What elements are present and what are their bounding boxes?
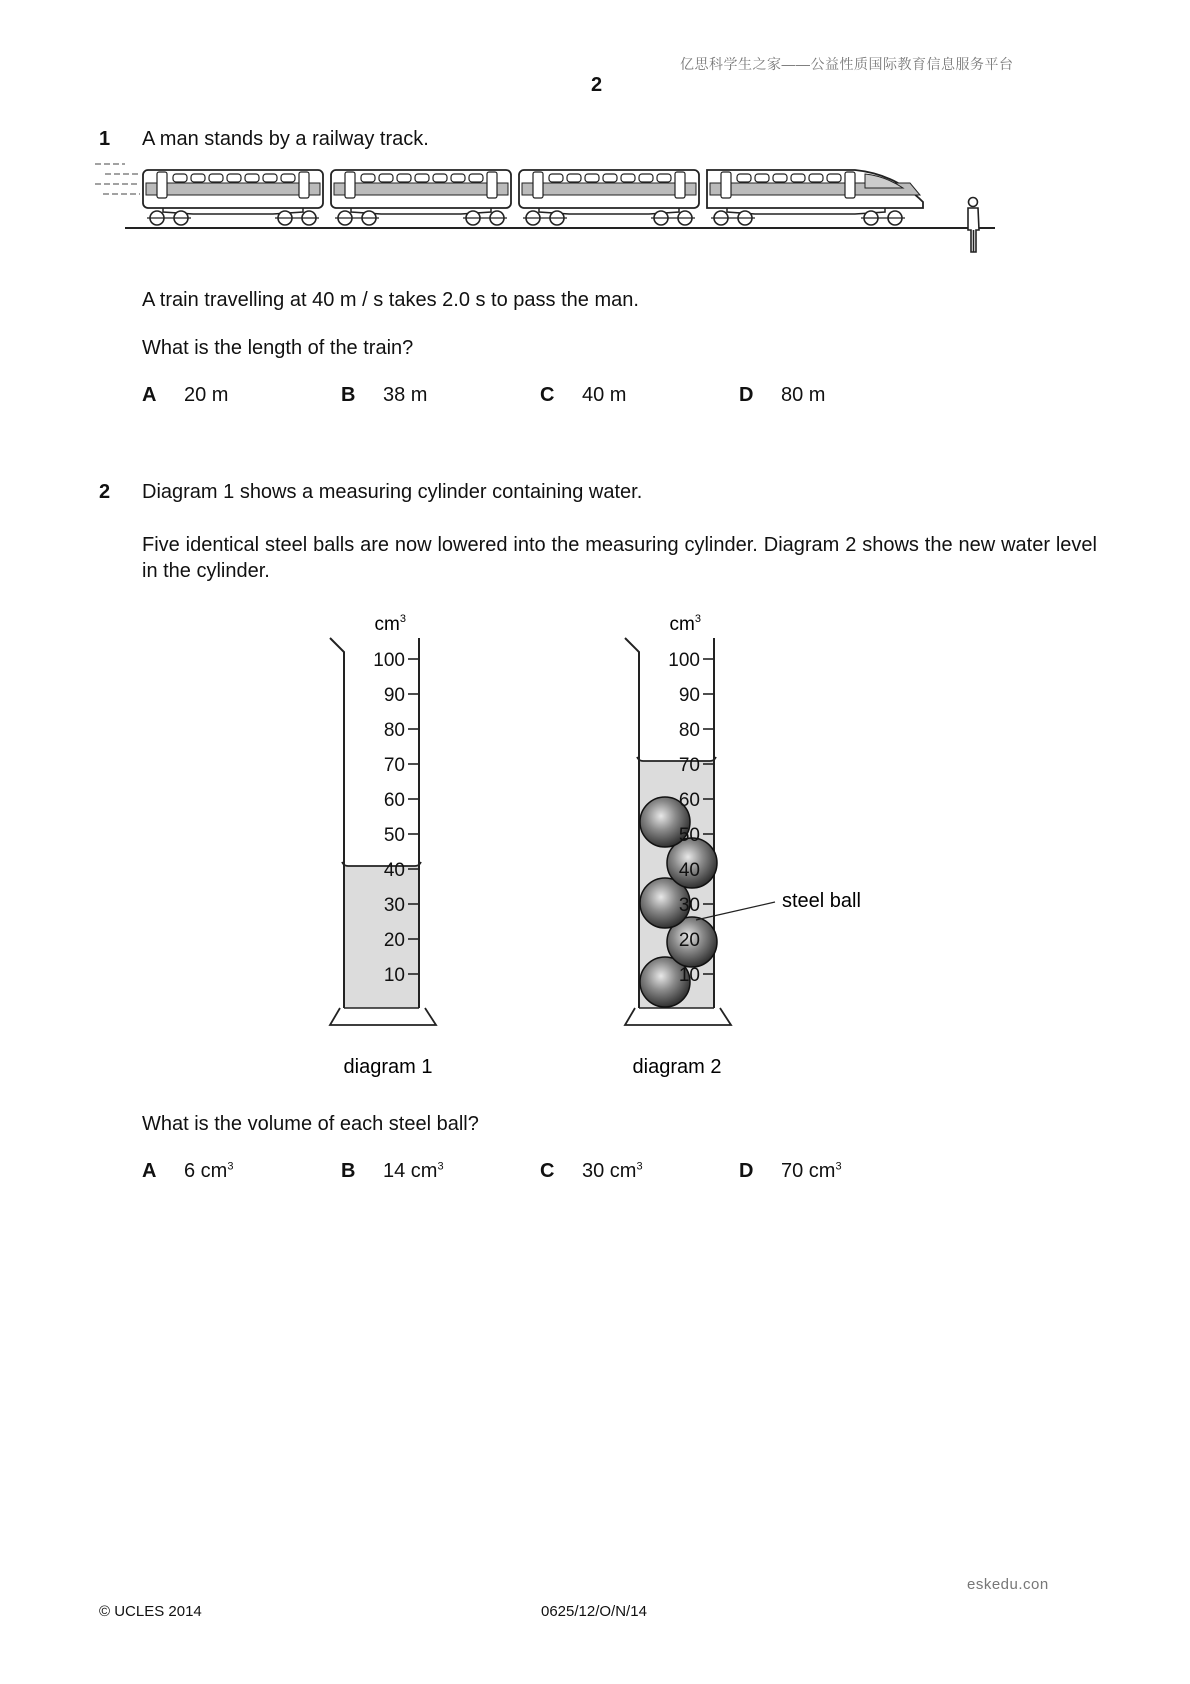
scale-label: 50 <box>383 825 405 846</box>
option-letter: D <box>739 1160 754 1182</box>
scale-label: 100 <box>668 650 700 671</box>
scale-label: 40 <box>678 860 700 881</box>
site-watermark: eskedu.con <box>967 1576 1049 1593</box>
option-text: 30 cm <box>582 1160 637 1182</box>
question-1-number: 1 <box>99 128 111 150</box>
scale-label: 70 <box>678 755 700 776</box>
question-2-intro: Diagram 1 shows a measuring cylinder containing water. <box>142 481 643 503</box>
option-text: 38 m <box>383 384 428 406</box>
option-exponent: 3 <box>437 1160 444 1173</box>
scale-label: 70 <box>383 755 405 776</box>
q1-option-d[interactable] <box>739 384 825 407</box>
watermark-text: 亿思科学生之家——公益性质国际教育信息服务平台 <box>680 56 1014 72</box>
option-letter: A <box>142 1160 157 1182</box>
option-letter: C <box>540 384 555 406</box>
scale-label: 50 <box>678 825 700 846</box>
option-exponent: 3 <box>636 1160 643 1173</box>
scale-label: 90 <box>383 685 405 706</box>
copyright: © UCLES 2014 <box>99 1603 202 1620</box>
option-letter: C <box>540 1160 555 1182</box>
scale-label: 100 <box>373 650 405 671</box>
question-1-text: A train travelling at 40 m / s takes 2.0 s to pass the man. <box>142 289 639 311</box>
unit-label-1: $cm^3$ <box>374 613 406 635</box>
steel-ball-label: steel ball <box>782 890 861 912</box>
q2-option-b[interactable] <box>341 1160 444 1183</box>
scale-label: 20 <box>383 930 405 951</box>
scale-label: 10 <box>383 965 405 986</box>
diagram-1-label: diagram 1 <box>343 1056 433 1078</box>
question-1-intro: A man stands by a railway track. <box>142 128 429 150</box>
page-number: 2 <box>591 74 603 96</box>
q2-option-d[interactable] <box>739 1160 842 1183</box>
q1-option-c[interactable] <box>540 384 626 407</box>
q1-option-b[interactable] <box>341 384 427 407</box>
scale-label: 80 <box>678 720 700 741</box>
cylinder-1 <box>330 613 436 1078</box>
q2-option-c[interactable] <box>540 1160 643 1183</box>
option-exponent: 3 <box>835 1160 842 1173</box>
option-text: 80 m <box>781 384 826 406</box>
option-letter: B <box>341 1160 356 1182</box>
question-1-question: What is the length of the train? <box>142 337 414 359</box>
option-letter: A <box>142 384 157 406</box>
scale-label: 20 <box>678 930 700 951</box>
measuring-cylinders-diagram <box>320 610 900 1080</box>
scale-label: 90 <box>678 685 700 706</box>
option-text: 40 m <box>582 384 627 406</box>
question-2-text: Five identical steel balls are now lowered into the measuring cylinder. Diagram 2 shows the new water level in the cylinder. <box>142 534 1097 582</box>
q1-option-a[interactable] <box>142 384 228 407</box>
unit-label-2: $cm^3$ <box>669 613 701 635</box>
train-illustration <box>95 160 1005 275</box>
option-letter: D <box>739 384 754 406</box>
scale-label: 80 <box>383 720 405 741</box>
paper-code: 0625/12/O/N/14 <box>541 1603 647 1620</box>
option-text: 20 m <box>184 384 229 406</box>
question-2-question: What is the volume of each steel ball? <box>142 1113 479 1135</box>
scale-label: 30 <box>383 895 405 916</box>
scale-label: 40 <box>383 860 405 881</box>
option-letter: B <box>341 384 356 406</box>
q2-option-a[interactable] <box>142 1160 233 1183</box>
option-exponent: 3 <box>227 1160 234 1173</box>
diagram-2-label: diagram 2 <box>632 1056 722 1078</box>
option-text: 70 cm <box>781 1160 836 1182</box>
scale-label: 60 <box>678 790 700 811</box>
question-2-number: 2 <box>99 481 111 503</box>
cylinder-2 <box>625 613 861 1078</box>
scale-label: 60 <box>383 790 405 811</box>
scale-label: 30 <box>678 895 700 916</box>
option-text: 14 cm <box>383 1160 438 1182</box>
option-text: 6 cm <box>184 1160 228 1182</box>
scale-label: 10 <box>678 965 700 986</box>
